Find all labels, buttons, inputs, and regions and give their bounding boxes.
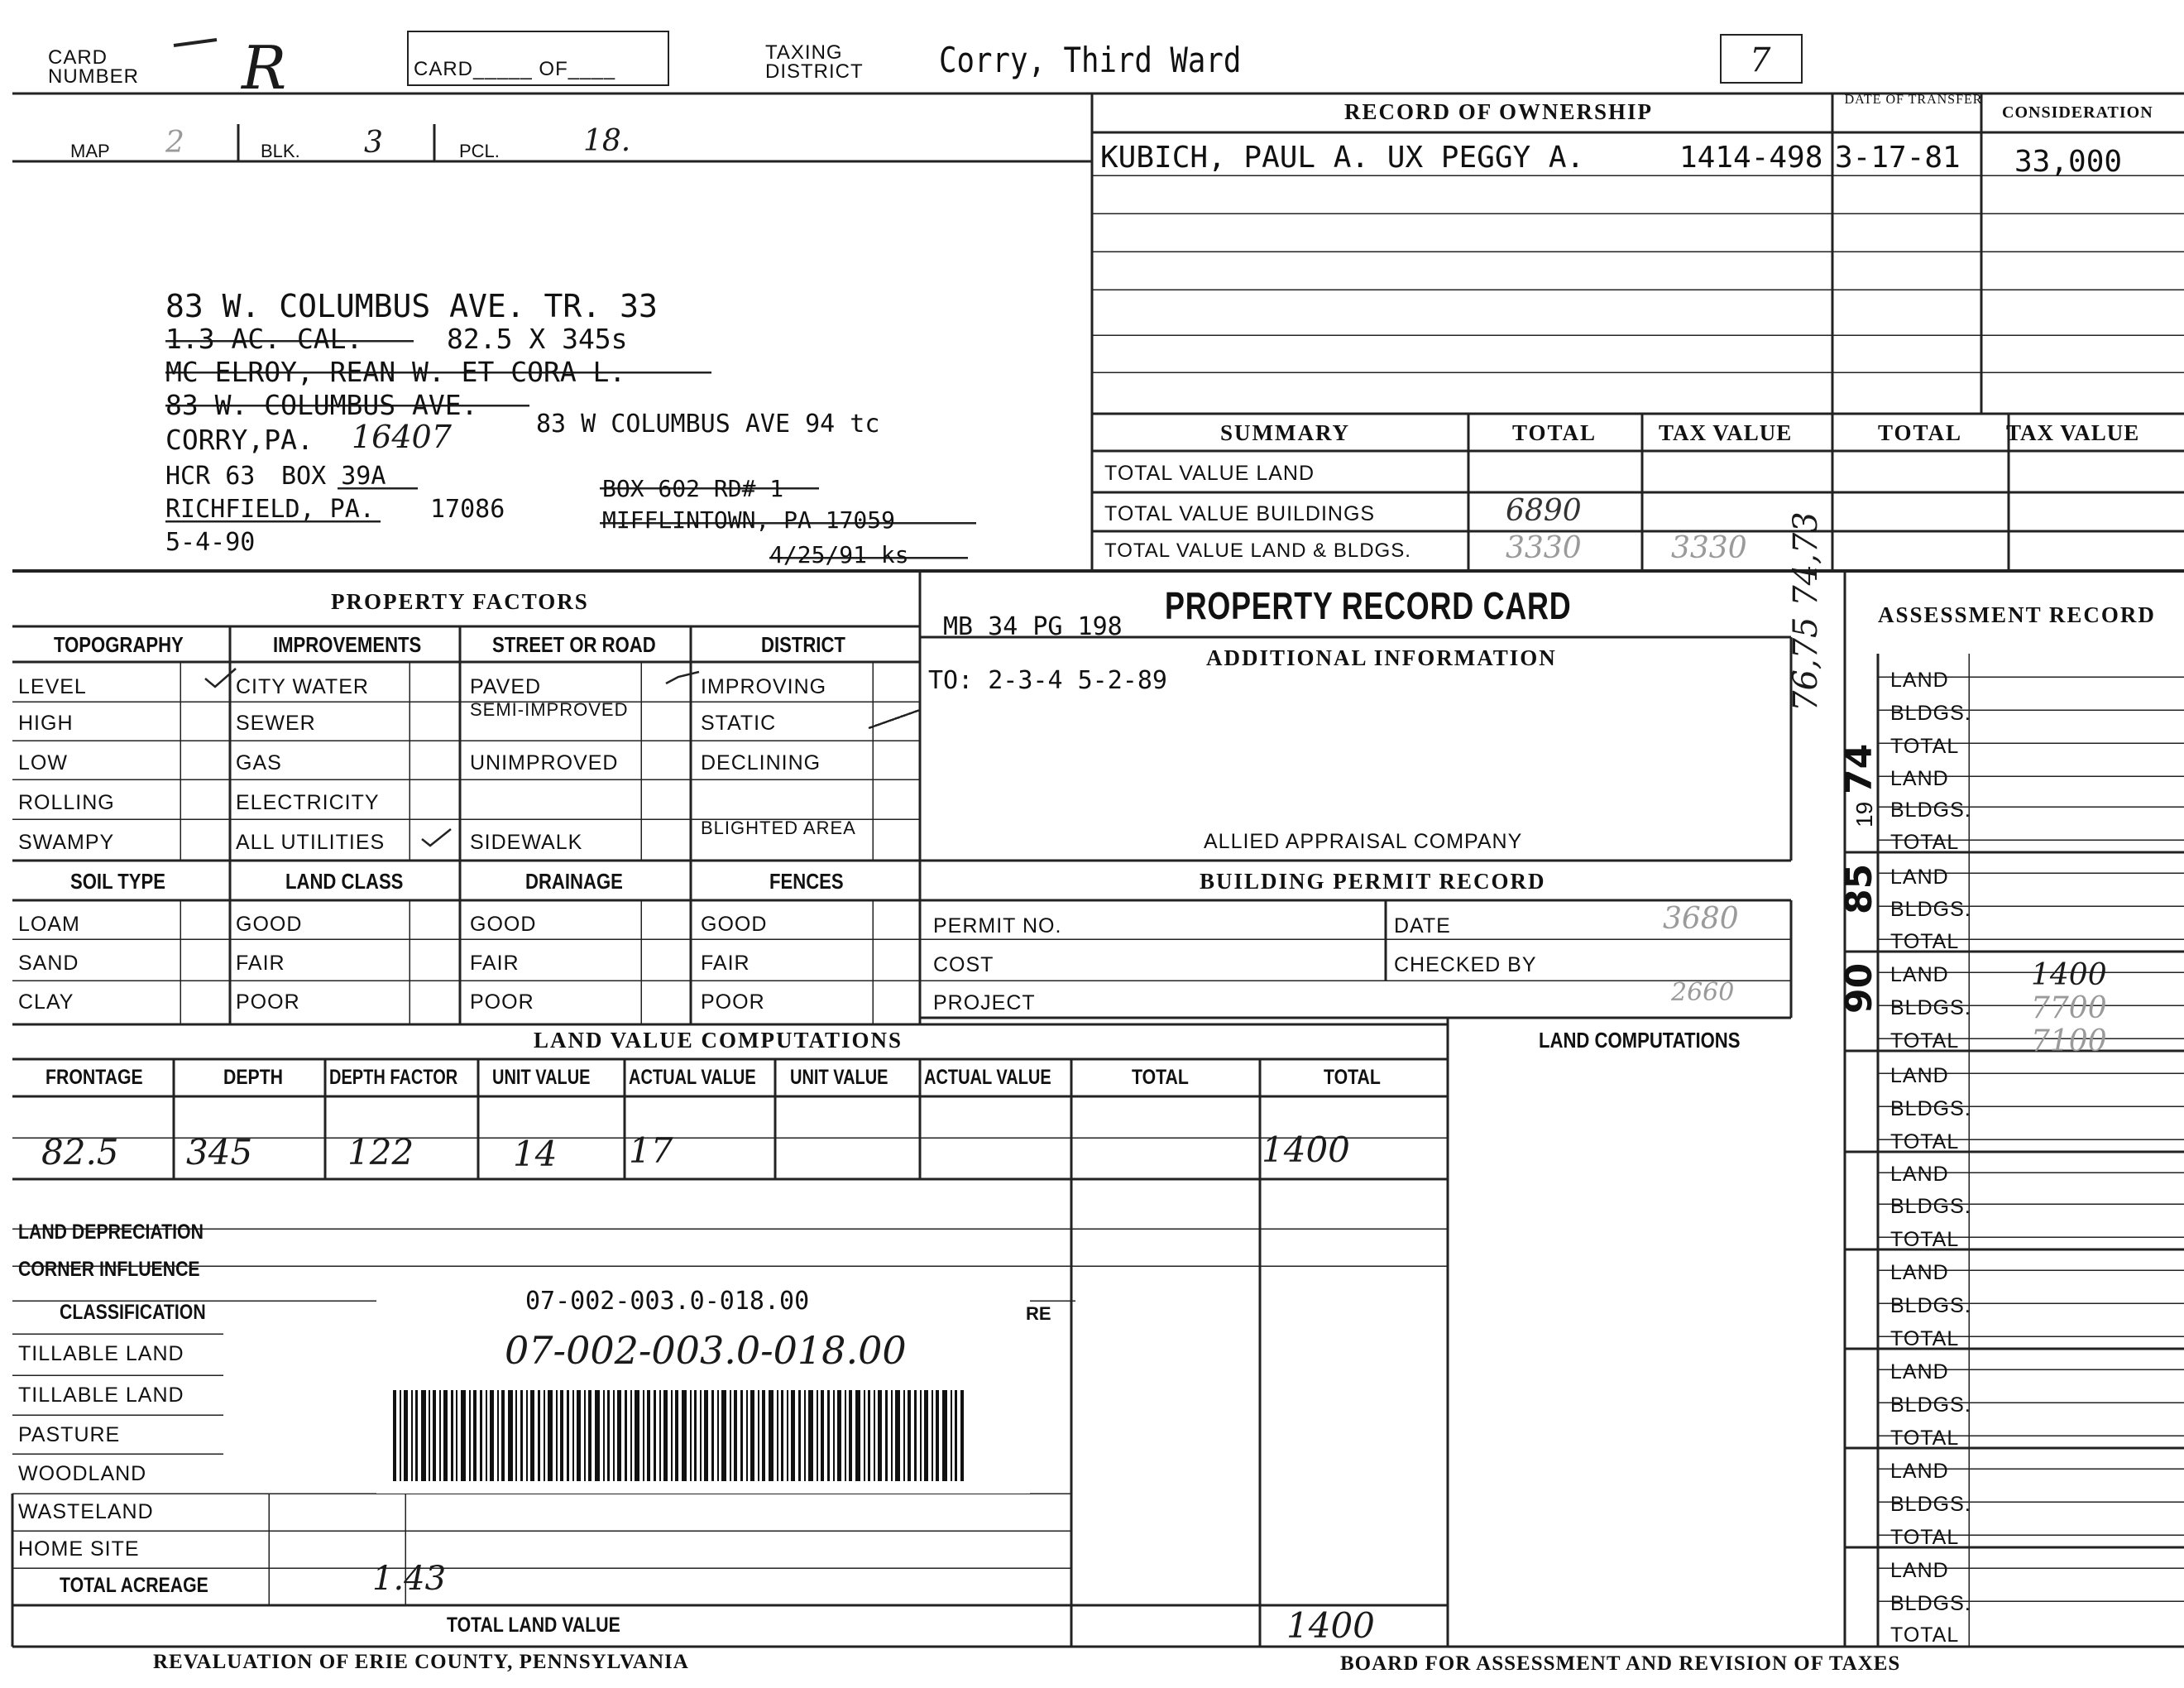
street-paved: PAVED — [470, 675, 542, 698]
class-home-site: HOME SITE — [18, 1537, 140, 1561]
permit-cost-label: COST — [933, 953, 994, 976]
assess-year-4: 90 — [1838, 962, 1880, 1014]
col-actual-value-2: ACTUAL VALUE — [924, 1066, 1051, 1089]
assess-total-9: TOTAL — [1890, 1526, 1960, 1549]
assess-1990-land: 1400 — [2031, 958, 2107, 992]
address-line5-zip: 16407 — [352, 419, 452, 455]
assess-total-4: TOTAL — [1890, 1029, 1960, 1053]
assess-total-2: TOTAL — [1890, 831, 1960, 854]
address-line2-rest: 82.5 X 345s — [447, 323, 628, 355]
fences-poor: POOR — [701, 990, 765, 1014]
permit-date-label: DATE — [1394, 914, 1451, 938]
topo-swampy: SWAMPY — [18, 831, 115, 854]
assessment-title: ASSESSMENT RECORD — [1878, 602, 2156, 627]
summary-total-header: TOTAL — [1512, 420, 1597, 445]
permit-no-label: PERMIT NO. — [933, 914, 1062, 938]
lv-total: 1400 — [1262, 1129, 1350, 1170]
summary-row-land: TOTAL VALUE LAND — [1104, 462, 1315, 485]
assess-land-1: LAND — [1890, 669, 1949, 692]
total-acreage-label: TOTAL ACREAGE — [60, 1574, 208, 1597]
fences-fair: FAIR — [701, 952, 750, 975]
to-line: TO: 2-3-4 5-2-89 — [928, 666, 1167, 695]
taxing-district-value: Corry, Third Ward — [939, 40, 1242, 80]
land-class-fair: FAIR — [236, 952, 285, 975]
imp-city-water: CITY WATER — [236, 675, 369, 698]
label-edge-text: RE — [1026, 1303, 1051, 1324]
imp-all-utilities: ALL UTILITIES — [236, 831, 386, 854]
pcl-label: PCL. — [459, 141, 500, 161]
header-improvements: IMPROVEMENTS — [273, 632, 422, 657]
assess-total-10: TOTAL — [1890, 1623, 1960, 1647]
mb-pg: MB 34 PG 198 — [943, 612, 1123, 641]
pcl-value: 18. — [583, 124, 631, 158]
district-blighted-area: BLIGHTED AREA — [701, 818, 856, 838]
col-frontage: FRONTAGE — [46, 1066, 143, 1089]
permit-date-hand: 3680 — [1663, 902, 1739, 936]
summary-header: SUMMARY — [1220, 420, 1351, 445]
address-line7-zip: 17086 — [430, 495, 505, 524]
assess-land-9: LAND — [1890, 1460, 1949, 1483]
card-title: PROPERTY RECORD CARD — [1165, 584, 1572, 627]
assess-bldgs-10: BLDGS. — [1890, 1592, 1971, 1615]
summary-total-hand: 3330 — [1506, 531, 1582, 565]
assess-bldgs-8: BLDGS. — [1890, 1393, 1971, 1417]
lv-actual-value: 17 — [629, 1130, 673, 1171]
map-label: MAP — [70, 141, 110, 161]
lv-frontage: 82.5 — [41, 1132, 119, 1172]
assess-total-6: TOTAL — [1890, 1228, 1960, 1251]
address-line1: 83 W. COLUMBUS AVE. TR. 33 — [165, 288, 658, 324]
ownership-title: RECORD OF OWNERSHIP — [1344, 99, 1654, 124]
assess-land-4: LAND — [1890, 963, 1949, 986]
district-declining: DECLINING — [701, 751, 821, 774]
address-line2-struck: 1.3 AC. CAL. — [165, 323, 363, 355]
imp-gas: GAS — [236, 751, 282, 774]
class-pasture: PASTURE — [18, 1423, 121, 1446]
lv-unit-value: 14 — [513, 1134, 558, 1174]
class-woodland: WOODLAND — [18, 1462, 147, 1485]
alt-address-line1: BOX 602 RD# 1 — [602, 475, 784, 502]
summary-row-total: TOTAL VALUE LAND & BLDGS. — [1104, 539, 1411, 562]
parcel-number-printed: 07-002-003.0-018.00 — [525, 1287, 810, 1316]
soil-sand: SAND — [18, 952, 79, 975]
barcode-icon — [393, 1390, 972, 1481]
col-total: TOTAL — [1132, 1066, 1189, 1089]
total-land-value-label: TOTAL LAND VALUE — [447, 1614, 620, 1637]
assess-total-5: TOTAL — [1890, 1130, 1960, 1153]
col-depth-factor: DEPTH FACTOR — [329, 1066, 458, 1089]
total-acreage-value: 1.43 — [372, 1560, 447, 1598]
owner-consideration: 33,000 — [2014, 145, 2123, 179]
assess-bldgs-3: BLDGS. — [1890, 898, 1971, 921]
address-line4-struck: 83 W. COLUMBUS AVE. — [165, 389, 478, 421]
permit-checked-by-label: CHECKED BY — [1394, 953, 1537, 976]
summary-tax-value-header: TAX VALUE — [1659, 420, 1793, 445]
address-line4-new: 83 W COLUMBUS AVE 94 tc — [536, 410, 880, 439]
assess-bldgs-7: BLDGS. — [1890, 1294, 1971, 1317]
permit-project-label: PROJECT — [933, 991, 1036, 1014]
header-district: DISTRICT — [761, 632, 845, 657]
alt-address-line3: 4/25/91 ks — [769, 541, 909, 568]
assess-year-2: 74 — [1838, 743, 1880, 794]
assess-total-3: TOTAL — [1890, 930, 1960, 953]
assess-land-7: LAND — [1890, 1261, 1949, 1284]
lv-depth: 345 — [186, 1132, 253, 1172]
blk-value: 3 — [364, 126, 383, 160]
drainage-poor: POOR — [470, 990, 534, 1014]
address-line6-struck: BOX 39A — [281, 462, 386, 491]
address-line3-struck: MC ELROY, REAN W. ET CORA L. — [165, 356, 626, 388]
col-unit-value-2: UNIT VALUE — [790, 1066, 888, 1089]
district-improving: IMPROVING — [701, 675, 827, 698]
consideration-header: CONSIDERATION — [2002, 103, 2153, 122]
allied-appraisal: ALLIED APPRAISAL COMPANY — [1204, 830, 1523, 853]
assess-year-1: 76,75 74,73 — [1787, 511, 1825, 712]
summary-tax-value-header-2: TAX VALUE — [2006, 420, 2140, 445]
assess-bldgs-4: BLDGS. — [1890, 996, 1971, 1019]
summary-total-header-2: TOTAL — [1878, 420, 1963, 445]
imp-electricity: ELECTRICITY — [236, 791, 380, 814]
taxing-district-label: TAXING DISTRICT — [765, 41, 864, 83]
assess-total-7: TOTAL — [1890, 1327, 1960, 1350]
land-value-title: LAND VALUE COMPUTATIONS — [534, 1028, 903, 1053]
assess-land-10: LAND — [1890, 1559, 1949, 1582]
assess-land-3: LAND — [1890, 866, 1949, 889]
address-line6: HCR 63 — [165, 462, 256, 491]
box-number: 7 — [1750, 41, 1771, 79]
card-number-label: CARD NUMBER — [48, 46, 140, 88]
street-semi-improved: SEMI-IMPROVED — [470, 699, 629, 720]
class-wasteland: WASTELAND — [18, 1500, 154, 1523]
street-sidewalk: SIDEWALK — [470, 831, 583, 854]
class-tillable-1: TILLABLE LAND — [18, 1342, 184, 1365]
summary-total-tax-hand: 3330 — [1671, 531, 1747, 565]
assess-land-8: LAND — [1890, 1360, 1949, 1383]
topo-rolling: ROLLING — [18, 791, 115, 814]
header-fences: FENCES — [769, 869, 844, 894]
col-depth: DEPTH — [223, 1066, 284, 1089]
topo-high: HIGH — [18, 712, 74, 735]
summary-row-buildings: TOTAL VALUE BUILDINGS — [1104, 502, 1376, 525]
assess-bldgs-6: BLDGS. — [1890, 1195, 1971, 1218]
header-drainage: DRAINAGE — [525, 869, 623, 894]
parcel-number-handwritten: 07-002-003.0-018.00 — [505, 1328, 907, 1373]
card-of-label: CARD_____ OF____ — [414, 58, 616, 80]
land-computations-title: LAND COMPUTATIONS — [1539, 1028, 1741, 1053]
address-line7-struck: RICHFIELD, PA. — [165, 495, 375, 524]
assess-1990-total: 7100 — [2031, 1024, 2107, 1058]
soil-clay: CLAY — [18, 990, 74, 1014]
year-prefix-19-a: 19 — [1851, 801, 1877, 827]
map-value: 2 — [165, 126, 184, 160]
address-line5: CORRY,PA. — [165, 424, 314, 456]
footer-left: REVALUATION OF ERIE COUNTY, PENNSYLVANIA — [153, 1651, 689, 1673]
header-land-class: LAND CLASS — [285, 869, 404, 894]
owner-name: KUBICH, PAUL A. UX PEGGY A. — [1100, 141, 1585, 175]
drainage-fair: FAIR — [470, 952, 520, 975]
street-unimproved: UNIMPROVED — [470, 751, 619, 774]
permit-extra-hand: 2660 — [1671, 978, 1735, 1007]
header-topography: TOPOGRAPHY — [54, 632, 184, 657]
header-street-or-road: STREET OR ROAD — [492, 632, 656, 657]
class-tillable-2: TILLABLE LAND — [18, 1383, 184, 1407]
address-line8: 5-4-90 — [165, 528, 256, 557]
classification-label: CLASSIFICATION — [60, 1301, 206, 1324]
total-land-value-amount: 1400 — [1286, 1605, 1375, 1646]
alt-address-line2: MIFFLINTOWN, PA 17059 — [602, 506, 896, 534]
corner-influence-label: CORNER INFLUENCE — [18, 1258, 200, 1281]
soil-loam: LOAM — [18, 913, 80, 936]
building-permit-title: BUILDING PERMIT RECORD — [1200, 869, 1546, 894]
date-of-transfer-header: DATE OF TRANSFER — [1844, 93, 1983, 107]
land-depreciation-label: LAND DEPRECIATION — [18, 1220, 204, 1244]
imp-sewer: SEWER — [236, 712, 316, 735]
footer-right: BOARD FOR ASSESSMENT AND REVISION OF TAXES — [1340, 1652, 1901, 1675]
assess-bldgs-1: BLDGS. — [1890, 702, 1971, 725]
topo-level: LEVEL — [18, 675, 87, 698]
assess-1990-bldgs: 7700 — [2031, 991, 2107, 1025]
summary-buildings-hand: 6890 — [1506, 494, 1582, 528]
blk-label: BLK. — [261, 141, 300, 161]
assess-bldgs-2: BLDGS. — [1890, 798, 1971, 822]
property-factors-title: PROPERTY FACTORS — [331, 589, 589, 614]
district-static: STATIC — [701, 712, 777, 735]
barcode-label — [376, 1287, 1051, 1494]
header-soil-type: SOIL TYPE — [70, 869, 166, 894]
assess-land-6: LAND — [1890, 1163, 1949, 1186]
owner-deed: 1414-498 — [1679, 141, 1823, 175]
col-unit-value: UNIT VALUE — [492, 1066, 591, 1089]
additional-information-title: ADDITIONAL INFORMATION — [1206, 645, 1557, 670]
land-class-poor: POOR — [236, 990, 300, 1014]
assess-year-3: 85 — [1838, 863, 1880, 914]
assess-land-2: LAND — [1890, 767, 1949, 790]
assess-land-5: LAND — [1890, 1064, 1949, 1087]
col-total-2: TOTAL — [1324, 1066, 1381, 1089]
card-number-value: R — [242, 33, 287, 103]
owner-transfer-date: 3-17-81 — [1835, 141, 1961, 175]
topo-low: LOW — [18, 751, 68, 774]
assess-total-1: TOTAL — [1890, 735, 1960, 758]
assess-bldgs-9: BLDGS. — [1890, 1493, 1971, 1516]
land-class-good: GOOD — [236, 913, 303, 936]
assess-bldgs-5: BLDGS. — [1890, 1097, 1971, 1120]
lv-depth-factor: 122 — [347, 1132, 414, 1172]
drainage-good: GOOD — [470, 913, 537, 936]
col-actual-value: ACTUAL VALUE — [629, 1066, 756, 1089]
assess-total-8: TOTAL — [1890, 1427, 1960, 1450]
fences-good: GOOD — [701, 913, 768, 936]
